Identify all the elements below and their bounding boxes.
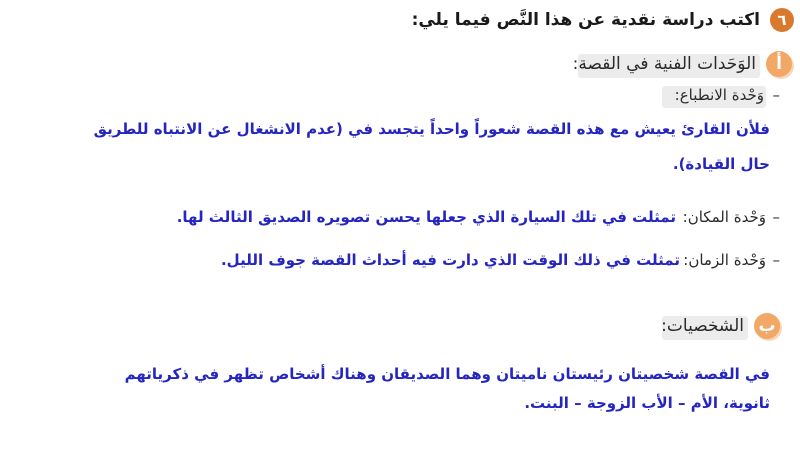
- question-text: اكتب دراسة نقدية عن هذا النَّص فيما يلي:: [411, 10, 760, 30]
- section-b-badge: ب: [754, 313, 780, 339]
- unity-emotion-answer-line1: فلأن القارئ يعيش مع هذه القصة شعوراً واحداً يتجسد في (عدم الانشغال عن الانتباه للطريق: [93, 120, 770, 138]
- bullet-dash: –: [772, 86, 780, 104]
- section-a-title: الوَحَدات الفنية في القصة:: [572, 54, 756, 74]
- bullet-dash: –: [772, 251, 780, 269]
- section-b-answer-line1: في القصة شخصيتان رئيستان ناميتان وهما الصديقان وهناك أشخاص تظهر في ذكرياتهم: [124, 365, 770, 383]
- section-b-title: الشخصيات:: [661, 316, 744, 336]
- unity-emotion-label: وَحْدة الانطباع:: [674, 86, 764, 104]
- section-a-badge: أ: [766, 51, 792, 77]
- unity-place-answer: تمثلت في تلك السيارة الذي جعلها يحسن تصويره الصديق الثالث لها.: [176, 208, 676, 226]
- unity-time-answer: تمثلت في ذلك الوقت الذي دارت فيه أحداث القصة جوف الليل.: [220, 251, 680, 269]
- section-b-answer-line2: ثانوية، الأم – الأب الزوجة – البنت.: [524, 394, 770, 412]
- unity-time-label: وَحْدة الزمان:: [683, 251, 766, 269]
- bullet-dash: –: [772, 208, 780, 226]
- question-number-badge: ٦: [770, 8, 794, 32]
- unity-place-label: وَحْدة المكان:: [682, 208, 766, 226]
- unity-emotion-answer-line2: حال القيادة).: [672, 155, 770, 173]
